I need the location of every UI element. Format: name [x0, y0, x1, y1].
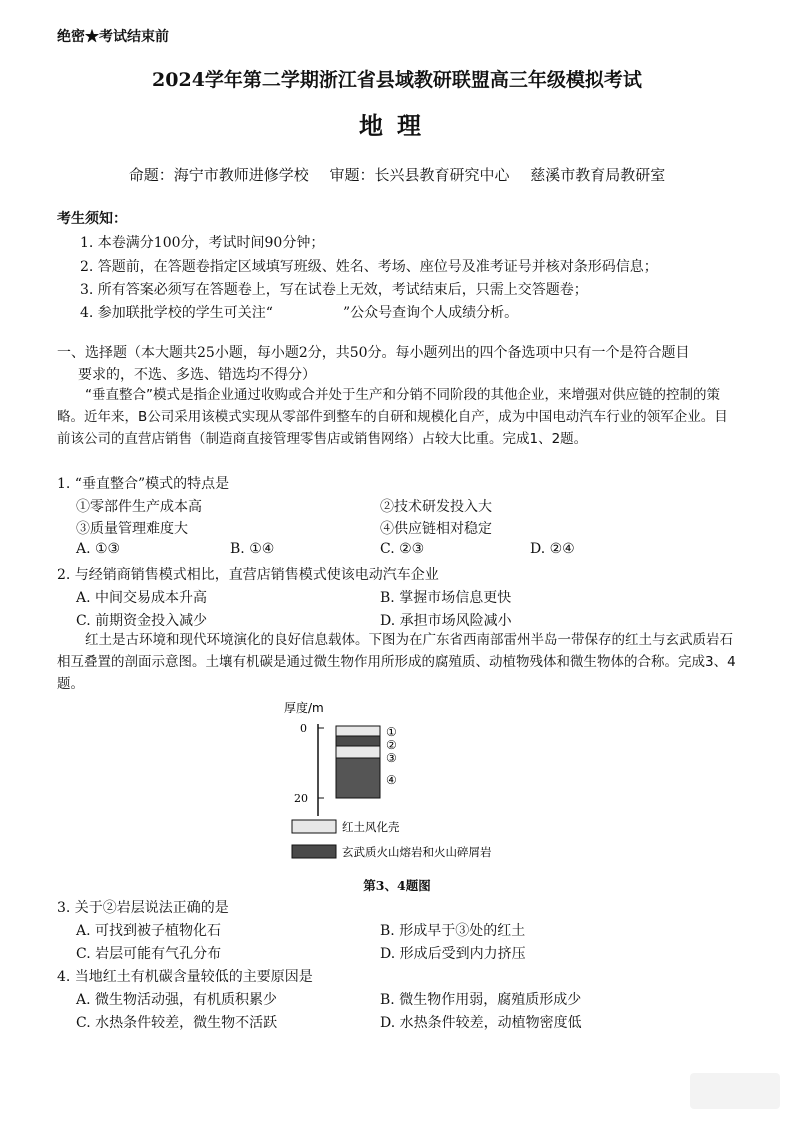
q4-stem: 4. 当地红土有机碳含量较低的主要原因是: [57, 969, 313, 985]
q2-option-d: D. 承担市场风险减小: [380, 613, 512, 629]
section-heading-line2: 要求的，不选、多选、错选均不得分）: [78, 367, 316, 383]
passage-1: “垂直整合”模式是指企业通过收购或合并处于生产和分销不同阶段的其他企业，来增强对供应链的控制的策略。近年来，B公司采用该模式实现从零部件到整车的自研和规模化自产，成为中国电动汽车行业的领军企业。目前该公司的直营店销售（制造商直接管理零售店或销售网络）占较大比重。完成1、2题。: [57, 387, 728, 447]
profile-figure: [270, 698, 530, 868]
q3-option-a: A. 可找到被子植物化石: [76, 923, 222, 939]
notice-item-4: 4. 参加联批学校的学生可关注“ ”公众号查询个人成绩分析。: [80, 305, 519, 321]
q1-stem: 1. “垂直整合”模式的特点是: [57, 476, 230, 492]
legend-swatch-basalt: [292, 845, 336, 858]
figure-caption: 第3、4题图: [363, 878, 431, 893]
credits-line: [0, 164, 794, 185]
passage-2: 红土是古环境和现代环境演化的良好信息载体。下图为在广东省西南部雷州半岛一带保存的红土与玄武质岩石相互叠置的剖面示意图。土壤有机碳是通过微生物作用所形成的腐殖质、动植物残体和微生物体的合称。完成3、4题。: [57, 632, 736, 692]
section-heading-line1: 一、选择题（本大题共25小题，每小题2分，共50分。每小题列出的四个备选项中只有一个是符合题目: [57, 345, 690, 361]
legend-swatch-laterite: [292, 820, 336, 833]
corner-watermark: [690, 1073, 780, 1109]
credit-author: 命题：海宁市教师进修学校: [128, 166, 309, 184]
notice-item-1: 1. 本卷满分100分，考试时间90分钟；: [80, 235, 325, 251]
q2-option-b: B. 掌握市场信息更快: [380, 590, 512, 606]
q1-option-b: B. ①④: [230, 541, 275, 557]
layer-label-4: ④: [386, 773, 397, 787]
exam-title: 2024学年第二学期浙江省县域教研联盟高三年级模拟考试: [152, 69, 642, 91]
layer-label-2: ②: [386, 738, 397, 752]
q2-option-a: A. 中间交易成本升高: [76, 590, 208, 606]
tick-label-0: 0: [300, 722, 307, 735]
q1-option-c: C. ②③: [380, 541, 425, 557]
q3-option-b: B. 形成早于③处的红土: [380, 923, 526, 939]
q1-option-d: D. ②④: [530, 541, 575, 557]
layer-label-3: ③: [386, 751, 397, 765]
layer-1-laterite: [336, 726, 380, 736]
legend-label-basalt: 玄武质火山熔岩和火山碎屑岩: [342, 845, 492, 859]
q2-stem: 2. 与经销商销售模式相比，直营店销售模式使该电动汽车企业: [57, 567, 439, 583]
q1-item-3: ③质量管理难度大: [76, 521, 188, 537]
q4-option-c: C. 水热条件较差，微生物不活跃: [76, 1015, 278, 1031]
subject-title: 地理: [359, 111, 435, 140]
notice-item-2: 2. 答题前，在答题卷指定区域填写班级、姓名、考场、座位号及准考证号并核对条形码信息；: [80, 259, 658, 275]
notice-title: 考生须知：: [57, 211, 127, 227]
q4-option-b: B. 微生物作用弱，腐殖质形成少: [380, 992, 582, 1008]
q3-stem: 3. 关于②岩层说法正确的是: [57, 900, 229, 916]
q4-option-d: D. 水热条件较差，动植物密度低: [380, 1015, 582, 1031]
credit-reviewer-2: 慈溪市教育局教研室: [530, 166, 666, 184]
q4-option-a: A. 微生物活动强，有机质积累少: [76, 992, 278, 1008]
q3-option-c: C. 岩层可能有气孔分布: [76, 946, 222, 962]
layer-2-basalt: [336, 736, 380, 746]
q1-item-2: ②技术研发投入大: [380, 499, 492, 515]
layer-3-laterite: [336, 746, 380, 758]
q3-option-d: D. 形成后受到内力挤压: [380, 946, 526, 962]
notice-item-3: 3. 所有答案必须写在答题卷上，写在试卷上无效，考试结束后，只需上交答题卷；: [80, 282, 588, 298]
tick-label-20: 20: [294, 792, 308, 805]
confidential-label: 绝密★考试结束前: [57, 29, 169, 45]
q1-option-a: A. ①③: [76, 541, 121, 557]
q2-option-c: C. 前期资金投入减少: [76, 613, 208, 629]
figure-ylabel: 厚度/m: [284, 701, 324, 715]
q1-item-4: ④供应链相对稳定: [380, 521, 492, 537]
credit-reviewer-1: 审题：长兴县教育研究中心: [329, 166, 510, 184]
legend-label-laterite: 红土风化壳: [342, 820, 400, 834]
q1-item-1: ①零部件生产成本高: [76, 499, 202, 515]
layer-label-1: ①: [386, 725, 397, 739]
layer-4-basalt: [336, 758, 380, 798]
